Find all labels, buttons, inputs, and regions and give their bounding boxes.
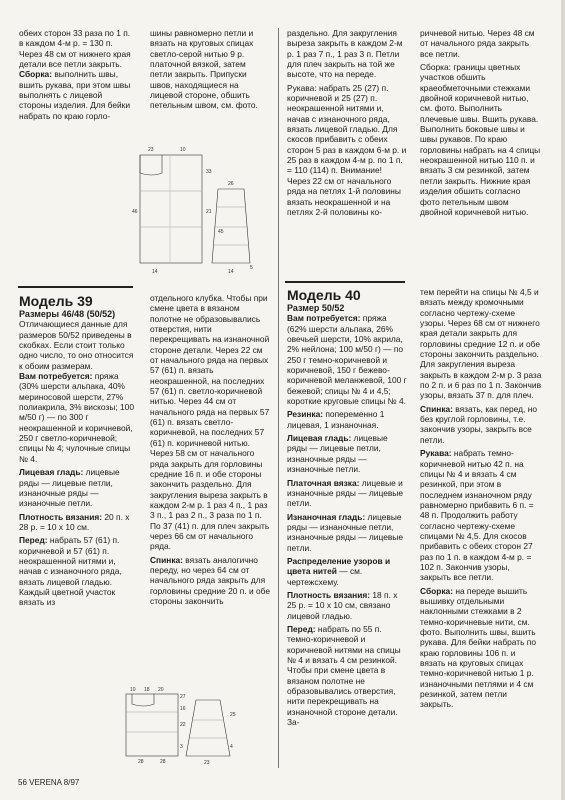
top-col4-para1: ричневой нитью. Через 48 см от начального ряда закрыть все петли.: [420, 28, 535, 59]
model39-back: [150, 555, 271, 607]
garter-text: лицевые и изнаночные ряды — лицевые петли.: [287, 477, 403, 509]
top-diagram-label: 33: [206, 169, 212, 175]
model40-density: [287, 590, 407, 621]
top-diagram-label: 46: [132, 209, 138, 215]
column-divider: [278, 28, 279, 768]
model40-sizes: Размер 50/52: [287, 303, 345, 313]
top-col4-para2: Сборка: границы цветных участков обшить краеобметочными стежками двойной коричневой нитью, см. фото. Выполнить плечевые швы. Вшить рукава. Выполнить боковые швы и швы рукавов. По краю горловины набрать на 4 спицы неокрашенной нитью 110 п. и вязать 3 см резинкой, затем петли закрыть. Нижние края изделия обшить согласно фото петельным швом двойной коричневой нитью.: [420, 62, 541, 217]
density-label: Плотность вязания:: [19, 511, 103, 522]
front-label: Перед:: [19, 535, 48, 546]
bottom-diagram-label: 25: [230, 712, 236, 718]
model39-title: Модель 39: [19, 293, 93, 309]
top-column-4: [420, 28, 542, 217]
model40-needs: [287, 313, 407, 406]
sleeves-text: набрать темно-коричневой нитью 42 п. на спицы № 4 и вязать 4 см резинкой, при этом в последнем изнаночном ряду равномерно прибавить 6 п. = 48 п. Продолжить работу согласно чертежу-схеме спицами № 4,5. Для скосов прибавить с обеих сторон 27 раз по 1 п. в каждом 4-м р. = 102 п. Закончив узоры, закрыть все петли.: [420, 448, 534, 583]
model40-pattern: [287, 556, 407, 587]
needs-label: Вам потребуется:: [19, 371, 93, 382]
top-diagram-label: 14: [228, 269, 234, 275]
top-pattern-diagram: [132, 143, 262, 293]
model40-rib: [287, 409, 407, 430]
top-diagram-label: 5: [250, 265, 253, 271]
top-column-3: [287, 28, 407, 217]
back-label: Спинка:: [150, 554, 183, 565]
density-text: 18 п. x 25 р. = 10 x 10 см, связано лицевой гладью.: [287, 589, 398, 621]
back-text: вязать аналогично переду, но через 64 см от начального ряда закрыть для горловины средние 20 п. и обе стороны закончить: [150, 554, 270, 606]
model40-stitch: [287, 433, 407, 474]
reverse-label: Изнаночная гладь:: [287, 511, 366, 522]
assembly-text: на переде вышить вышивку отдельными наклонными стежками в 2 темно-коричневые нити, см. фото. Выполнить швы, вшить рукава. Для бейки набрать по краю горловины 106 п. и вязать на круговых спицах темно-коричневой нитью 1 р. изнаночными петлями и 4 см резинкой, затем петли закрыть.: [420, 585, 536, 710]
needs-label: Вам потребуется:: [287, 313, 361, 324]
model39-sizes: Размеры 46/48 (50/52): [19, 309, 116, 319]
top-diagram-label: 26: [228, 181, 234, 187]
sleeves-label: Рукава:: [420, 448, 452, 459]
needs-text: пряжа (30% шерсти альпака, 40% мериносовой шерсти, 27% полиакрила, 3% вискозы; 100 м/50 г) — по 300 г неокрашенной и коричневой, 250 г светло-коричневой; спицы № 4; чулочные спицы № 4.: [19, 371, 134, 464]
stitch-text: лицевые ряды — лицевые петли, изнаночные ряды — изнаночные петли.: [19, 467, 120, 509]
model39-column-1: [19, 293, 135, 608]
stitch-text: лицевые ряды — лицевые петли, изнаночные ряды — изнаночные петли.: [287, 433, 388, 475]
model39-density: [19, 512, 135, 533]
model39-needs: [19, 371, 135, 464]
top-col1-para2: [19, 69, 133, 121]
model40-title: Модель 40: [287, 287, 361, 303]
pattern-text: — см. чертежсхему.: [287, 566, 363, 587]
rib-label: Резинка:: [287, 409, 324, 420]
model40-column-2: [420, 287, 542, 710]
model39-front: [19, 535, 135, 607]
bottom-diagram-label: 22: [180, 722, 186, 728]
top-col2-text: шины равномерно петли и вязать на круговых спицах светло-серой нитью 9 р. платочной вязкой, затем петли закрыть. Припуски швов, находящиеся на лицевой стороне, обшить петельным швом, см. фото.: [150, 28, 258, 111]
top-diagram-label: 23: [148, 147, 154, 153]
model40-back: [420, 404, 542, 445]
bottom-diagram-label: 18: [144, 687, 150, 693]
model40-reverse: [287, 512, 407, 553]
front-text: набрать по 55 п. темно-коричневой и коричневой нитями на спицы № 4 и вязать 4 см резинкой. Чтобы при смене цвета в вязаном полотне не образовывались отверстия, нити перекрещивать на изнаночной стороне детали. За-: [287, 623, 401, 728]
assembly-label: Сборка:: [420, 585, 453, 596]
model40-column-1: [287, 287, 407, 727]
section-divider-left: [18, 286, 133, 288]
bottom-diagram-label: 23: [204, 760, 210, 766]
top-diagram-label: 45: [218, 229, 224, 235]
back-text: вязать, как перед, но без круглой горловины, т.е. закончив узоры, закрыть все петли.: [420, 403, 537, 445]
model39-intro: Отличающиеся данные для размеров 50/52 приведены в скобках. Если стоит только одно число, то оно относится к обоим размерам.: [19, 319, 134, 371]
bottom-diagram-label: 27: [180, 694, 186, 700]
model39-stitch: [19, 467, 135, 508]
reverse-text: лицевые ряды — изнаночные петли, изнаночные ряды — лицевые петли.: [287, 511, 403, 553]
assembly-label: Сборка:: [19, 69, 52, 80]
bottom-diagram-label: 10: [130, 687, 136, 693]
garter-label: Платочная вязка:: [287, 477, 360, 488]
top-diagram-label: 14: [152, 269, 158, 275]
bottom-diagram-label: 20: [158, 687, 164, 693]
pattern-label: Распределение узоров и цвета нитей: [287, 555, 391, 577]
front-label: Перед:: [287, 623, 316, 634]
model40-col2-para1: тем перейти на спицы № 4,5 и вязать между кромочными согласно чертежу-схеме узоры. Через 68 см от нижнего края детали закрыть для горловины средние 12 п. и обе стороны закончить раздельно. Для закругления выреза закрыть в каждом 2-м р. 3 раза по 2 п. и 6 раз по 1 п. Закончив узоры, вязать 37 п. для плеч.: [420, 287, 542, 401]
model40-sleeves: [420, 448, 542, 582]
bottom-diagram-label: 28: [160, 759, 166, 765]
model39-column-2: [150, 293, 271, 606]
bottom-pattern-diagram: [120, 686, 260, 766]
top-col3-para1: раздельно. Для закругления выреза закрыть в каждом 2-м р. 1 раз 7 п., 1 раз 3 п. Петли для плеч закрыть на той же высоте, что на переде.: [287, 28, 403, 80]
top-col3-para2: Рукава: набрать 25 (27) п. коричневой и 25 (27) п. неокрашенной нитями и, начав с изнаночного ряда, вязать лицевой гладью. Для скосов прибавить с обеих сторон 5 раз в каждом 6-м р. и 25 раз в каждом 4-м р. по 1 п. = 110 (114) п. Внимание! Через 22 см от начального ряда на петлях 1-й половины вязать неокрашенной и на петлях 2-й половины ко-: [287, 82, 407, 217]
bottom-diagram-label: 28: [138, 759, 144, 765]
top-col1-para2-text: выполнить швы, вшить рукава, при этом швы выполнять с лицевой стороны изделия. Для бейки набрать по краю горло-: [19, 69, 131, 121]
bottom-diagram-label: 16: [180, 706, 186, 712]
needs-text: пряжа (62% шерсти альпака, 26% овечьей шерсти, 10% акрила, 2% нейлона; 100 м/50 г) — по 250 г темно-коричневой и коричневой, 150 г бежево-коричневой меланжевой, 100 г бежевой; спицы № 4 и 4,5; короткие круговые спицы № 4.: [287, 313, 407, 407]
model40-front: [287, 624, 407, 727]
model40-assembly: [420, 586, 542, 710]
model39-col2-text: отдельного клубка. Чтобы при смене цвета в вязаном полотне не образовывались отверстия, нити перекрещивать на изнаночной стороне детали. Через 22 см от начального ряда на первых 57 (61) п. вязать неокрашенной, на последних 57 (61) п. светло-коричневой нитью. Через 44 см от начального ряда на первых 57 (61) п. вязать светло-коричневой, на последних 57 (61) п. коричневой нитью. Через 58 см от начального ряда закрыть для горловины средние 16 п. и обе стороны закончить раздельно. Для закругления выреза закрыть в каждом 2-м р. 1 раз 4 п., 1 раз 3 п., 1 раз 2 п., 3 раза по 1 п. По 37 (41) п. для плеч закрыть через 66 см от начального ряда.: [150, 293, 270, 552]
bottom-diagram-label: 3: [180, 744, 183, 750]
page-footer: 56 VERENA 8/97: [18, 778, 80, 787]
top-column-1: [19, 28, 133, 121]
density-label: Плотность вязания:: [287, 589, 371, 600]
stitch-label: Лицевая гладь:: [287, 433, 352, 444]
model40-garter: [287, 478, 407, 509]
scan-edge: [561, 0, 565, 800]
front-text: набрать 57 (61) п. коричневой и 57 (61) п. неокрашенной нитями и, начав с изнаночного ряда, вязать лицевой гладью. Каждый цветной участок вязать из: [19, 535, 122, 608]
top-diagram-label: 21: [206, 209, 212, 215]
top-col1-para1: обеих сторон 33 раза по 1 п. в каждом 4-м р. = 130 п. Через 48 см от нижнего края детали все петли закрыть.: [19, 28, 131, 70]
bottom-diagram-label: 4: [230, 744, 233, 750]
section-divider-right: [285, 281, 405, 283]
back-label: Спинка:: [420, 403, 453, 414]
density-text: 20 п. x 28 р. = 10 x 10 см.: [19, 511, 130, 532]
top-column-2: [150, 28, 270, 111]
rib-text: попеременно 1 лицевая, 1 изнаночная.: [287, 409, 385, 430]
stitch-label: Лицевая гладь:: [19, 467, 84, 478]
top-diagram-label: 10: [180, 147, 186, 153]
